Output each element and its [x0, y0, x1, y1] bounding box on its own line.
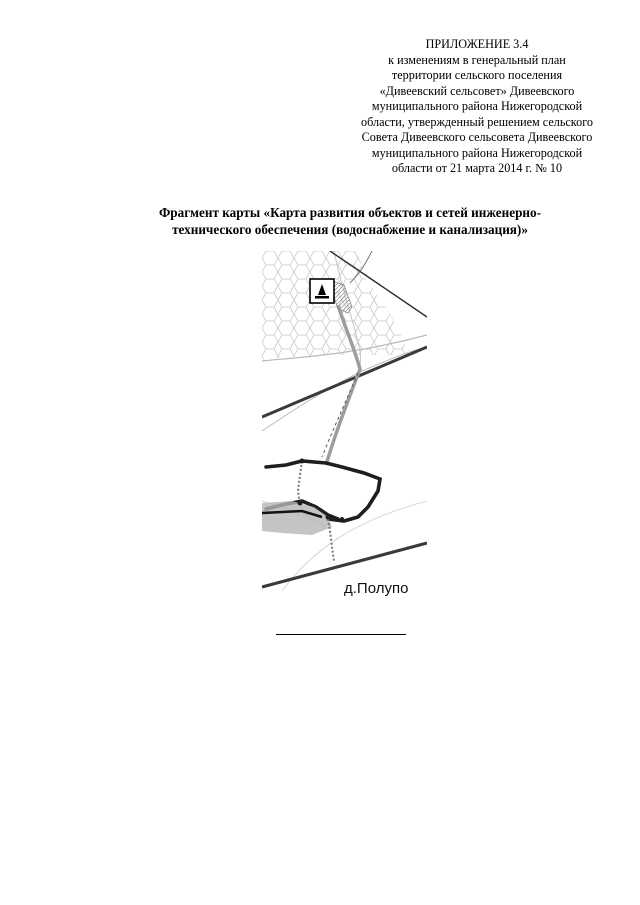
network-node [326, 515, 331, 520]
appendix-line: Совета Дивеевского сельсовета Дивеевского [361, 130, 593, 144]
appendix-line: муниципального района Нижегородской [371, 145, 583, 160]
appendix-line: территории сельского поселения [391, 68, 563, 82]
map-fragment [262, 251, 427, 606]
thin-road [262, 347, 427, 431]
settlement-label: д.Полупо [344, 580, 409, 597]
appendix-line: «Дивеевский сельсовет» Дивеевского [379, 83, 575, 98]
appendix-line: муниципального района Нижегородской [371, 99, 583, 113]
document-title [60, 204, 640, 238]
appendix-line: ПРИЛОЖЕНИЕ 3.4 [425, 37, 529, 51]
water-network [298, 461, 302, 505]
title-line: Фрагмент карты «Карта развития объектов и сетей инженерно- [158, 205, 541, 220]
appendix-line: области, утвержденный решением сельского [361, 114, 593, 129]
appendix-line: области от 21 марта 2014 г. № 10 [391, 161, 563, 175]
appendix-block [336, 37, 618, 177]
water-tower-icon [310, 279, 334, 303]
network-node [340, 517, 344, 521]
water-pipeline-dashed [322, 373, 358, 457]
map-drawing [262, 251, 427, 606]
title-line: технического обеспечения (водоснабжение и канализация)» [172, 222, 528, 237]
appendix-line: к изменениям в генеральный план [388, 52, 566, 67]
forest-area [262, 251, 408, 359]
network-node [300, 459, 305, 464]
closing-rule [276, 634, 406, 635]
network-node [298, 501, 303, 506]
